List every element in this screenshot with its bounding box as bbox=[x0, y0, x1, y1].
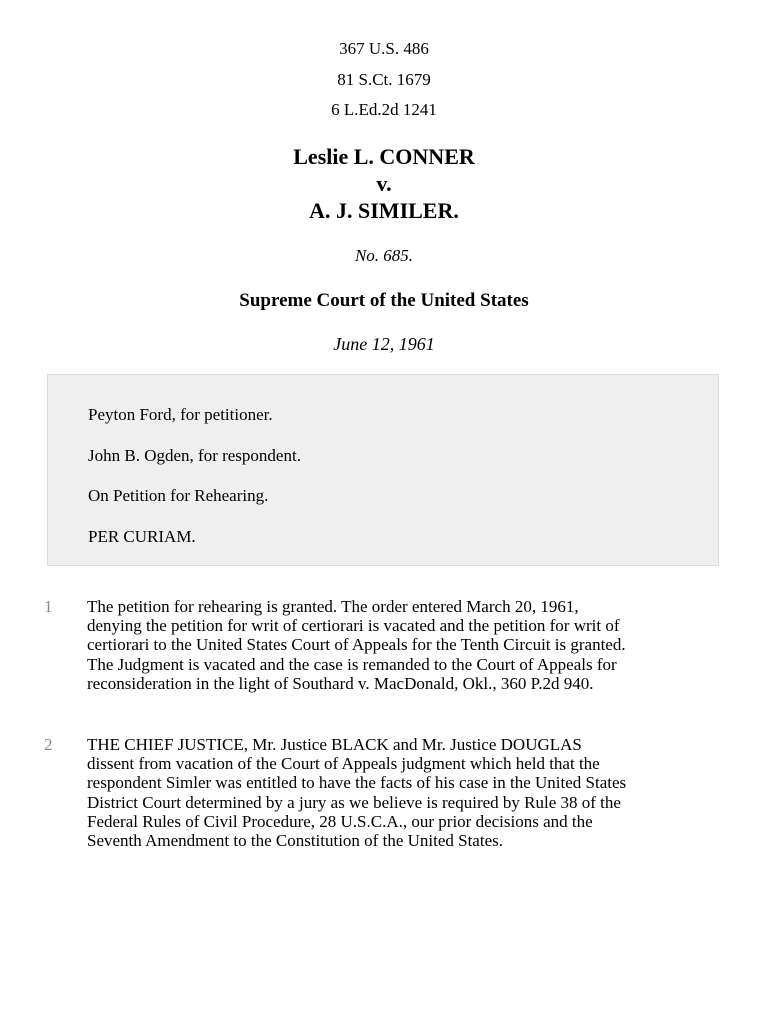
paragraph-line: certiorari to the United States Court of Appeals for the Tenth Circuit is granted. bbox=[87, 635, 626, 655]
paragraph-line: Federal Rules of Civil Procedure, 28 U.S.C.A., our prior decisions and the bbox=[87, 811, 593, 831]
decision-date: June 12, 1961 bbox=[333, 334, 435, 354]
paragraph-line: reconsideration in the light of Southard v. MacDonald, Okl., 360 P.2d 940. bbox=[87, 673, 594, 693]
paragraph-line: District Court determined by a jury as we believe is required by Rule 38 of the bbox=[87, 792, 621, 812]
opinion-type: PER CURIAM. bbox=[88, 527, 196, 546]
counsel-petitioner: Peyton Ford, for petitioner. bbox=[88, 405, 273, 424]
case-title bbox=[0, 143, 768, 224]
paragraph-number: 2 bbox=[44, 735, 53, 754]
counsel-respondent: John B. Ogden, for respondent. bbox=[88, 446, 301, 465]
citation-supreme-court-reporter: 81 S.Ct. 1679 bbox=[337, 69, 431, 89]
paragraph-line: THE CHIEF JUSTICE, Mr. Justice BLACK and Mr. Justice DOUGLAS bbox=[87, 735, 582, 754]
paragraph-line: dissent from vacation of the Court of Appeals judgment which held that the bbox=[87, 754, 600, 774]
paragraph-text bbox=[87, 735, 727, 850]
paragraph-line: The Judgment is vacated and the case is remanded to the Court of Appeals for bbox=[87, 654, 617, 674]
paragraph-line: The petition for rehearing is granted. The order entered March 20, 1961, bbox=[87, 597, 579, 616]
citations bbox=[0, 34, 768, 126]
paragraph-line: denying the petition for writ of certiorari is vacated and the petition for writ of bbox=[87, 616, 620, 636]
paragraph-text bbox=[87, 597, 727, 693]
paragraph-number: 1 bbox=[44, 597, 53, 616]
proceeding-label: On Petition for Rehearing. bbox=[88, 486, 269, 505]
docket-number: No. 685. bbox=[354, 246, 414, 265]
respondent-name: A. J. SIMILER. bbox=[309, 198, 459, 223]
petitioner-name: Leslie L. CONNER bbox=[293, 144, 475, 169]
citation-lawyers-edition: 6 L.Ed.2d 1241 bbox=[331, 100, 437, 119]
paragraph-line: respondent Simler was entitled to have the facts of his case in the United States bbox=[87, 773, 627, 793]
court-name: Supreme Court of the United States bbox=[239, 290, 529, 311]
syllabus-box bbox=[47, 374, 719, 566]
paragraph-line: Seventh Amendment to the Constitution of the United States. bbox=[87, 831, 503, 851]
versus-label: v. bbox=[376, 171, 392, 196]
citation-us-reports: 367 U.S. 486 bbox=[339, 39, 429, 58]
